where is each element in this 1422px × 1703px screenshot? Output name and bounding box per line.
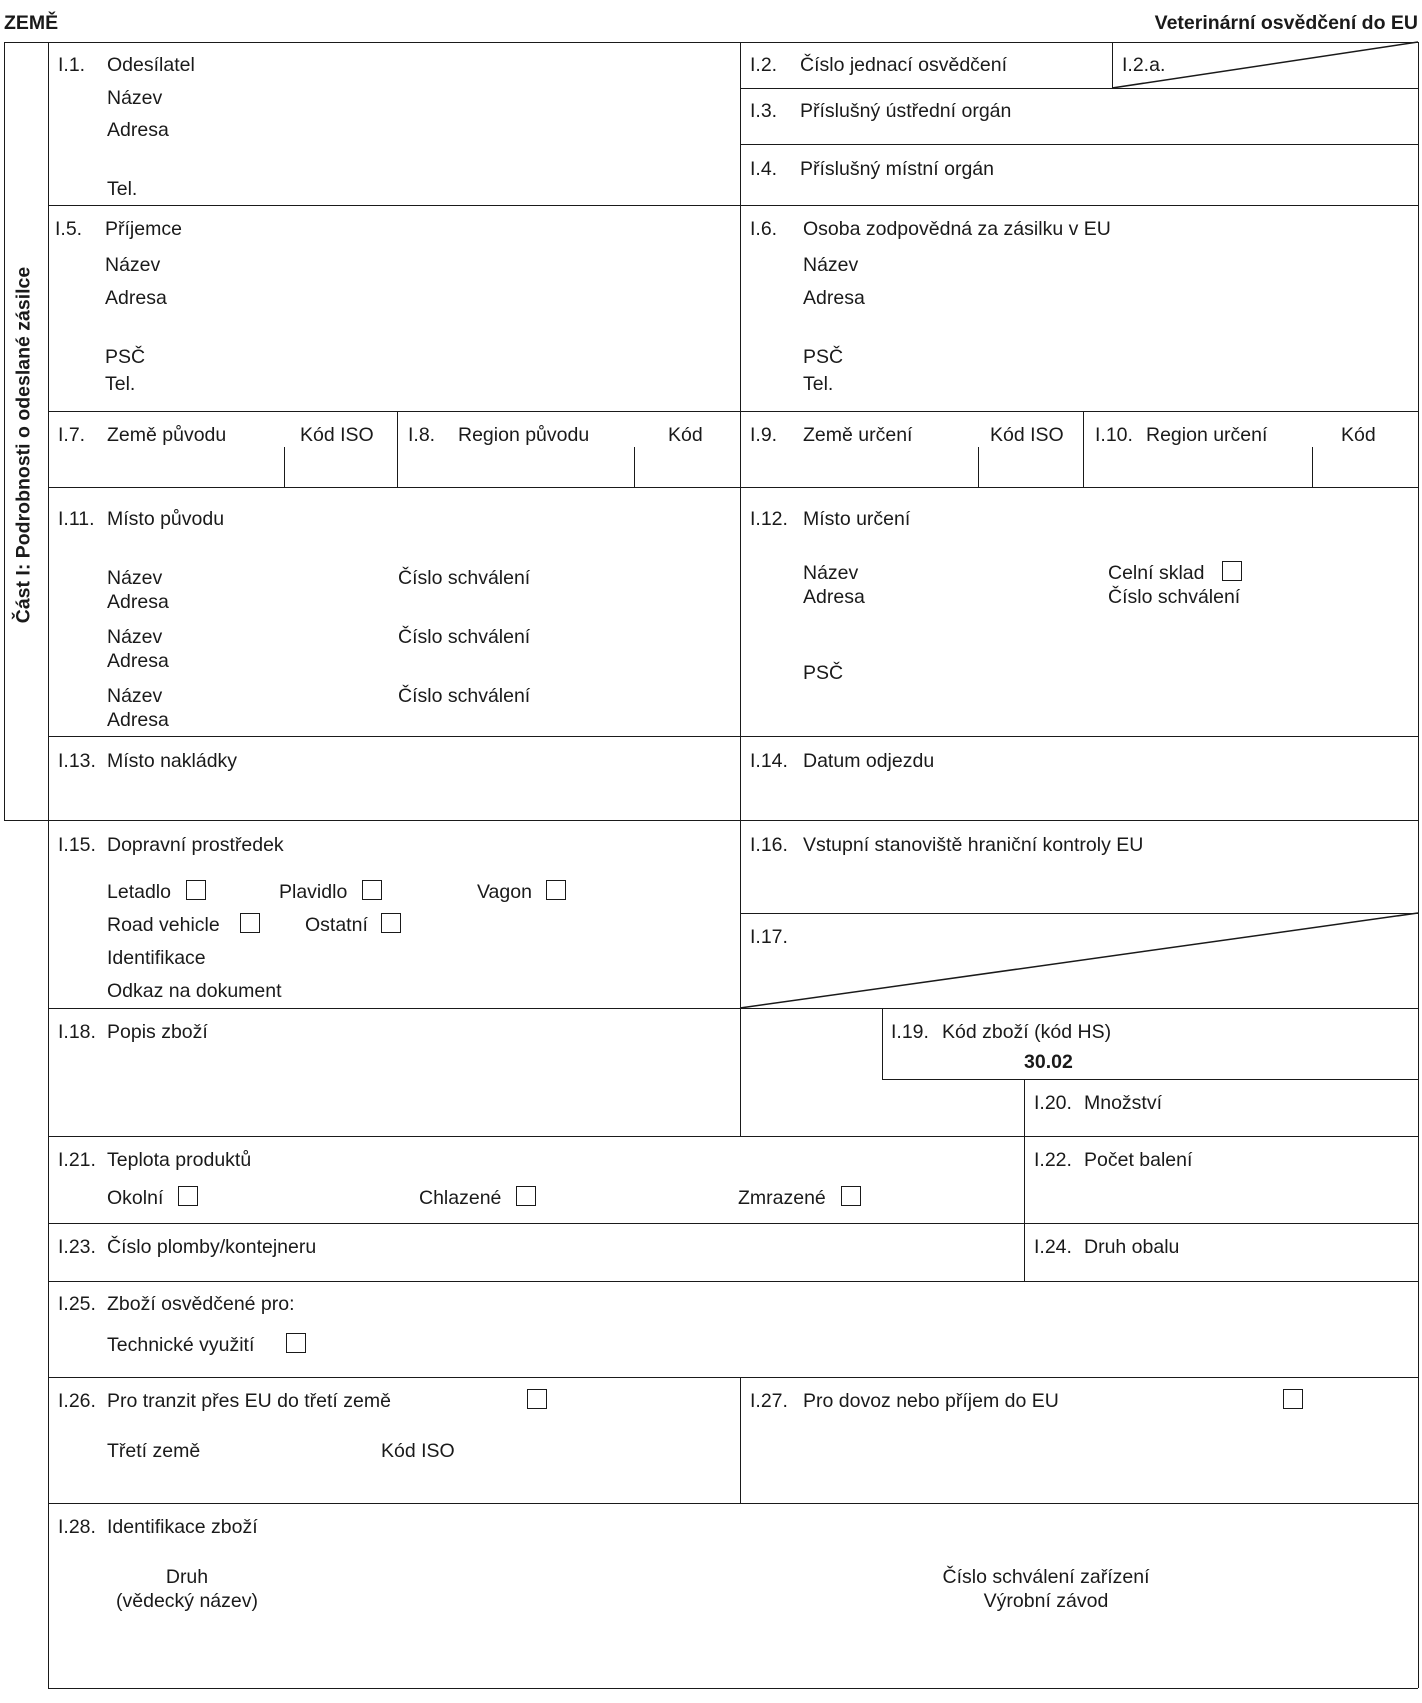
box-i16-num: I.16. [750,834,788,856]
wagon-checkbox[interactable] [546,880,566,900]
scientific-name-header: (vědecký název) [116,1590,258,1612]
technical-use-checkbox[interactable] [286,1333,306,1353]
country-heading: ZEMĚ [4,12,59,34]
box-i7-num: I.7. [58,424,86,446]
box-i7-country-origin: Země původu [107,424,227,446]
box-i9-num: I.9. [750,424,778,446]
box-i23-seal-container: Číslo plomby/kontejneru [107,1236,317,1258]
box-i18-num: I.18. [58,1021,96,1043]
box-i19-num: I.19. [891,1021,929,1043]
box-i9-country-destination: Země určení [803,424,913,446]
manufacturing-plant-header: Výrobní závod [983,1590,1109,1612]
ship-checkbox[interactable] [362,880,382,900]
box-i23-num: I.23. [58,1236,96,1258]
box-i2-reference: Číslo jednací osvědčení [800,54,1008,76]
box-i9-iso-code: Kód ISO [990,424,1064,446]
box-i2a: I.2.a. [1122,54,1166,76]
airplane-checkbox[interactable] [186,880,206,900]
box-i3-num: I.3. [750,100,778,122]
certificate-title: Veterinární osvědčení do EU [1154,12,1418,34]
box-i24-package-type: Druh obalu [1084,1236,1180,1258]
box-i24-num: I.24. [1034,1236,1072,1258]
box-i10-code: Kód [1341,424,1376,446]
box-i4-num: I.4. [750,158,778,180]
hs-code-value: 30.02 [1024,1051,1073,1073]
box-i10-region-destination: Region určení [1146,424,1268,446]
box-i3-central-authority: Příslušný ústřední orgán [800,100,1012,122]
import-checkbox[interactable] [1283,1389,1303,1409]
box-i8-region-origin: Region původu [458,424,590,446]
other-transport-checkbox[interactable] [381,913,401,933]
box-i4-local-authority: Příslušný místní orgán [800,158,994,180]
customs-warehouse-checkbox[interactable] [1222,561,1242,581]
box-i8-code: Kód [668,424,703,446]
box-i22-num: I.22. [1034,1149,1072,1171]
box-i13-num: I.13. [58,750,96,772]
transit-checkbox[interactable] [527,1389,547,1409]
ambient-checkbox[interactable] [178,1186,198,1206]
box-i22-packages: Počet balení [1084,1149,1193,1171]
box-i17: I.17. [750,926,788,948]
box-i14-num: I.14. [750,750,788,772]
box-i10-num: I.10. [1095,424,1133,446]
box-i2-num: I.2. [750,54,778,76]
box-i7-iso-code: Kód ISO [300,424,374,446]
frozen-checkbox[interactable] [841,1186,861,1206]
box-i8-num: I.8. [408,424,436,446]
box-i16-border-post: Vstupní stanoviště hraniční kontroly EU [803,834,1144,856]
box-i14-departure-date: Datum odjezdu [803,750,935,772]
chilled-checkbox[interactable] [516,1186,536,1206]
box-i13-loading-place: Místo nakládky [107,750,238,772]
species-header: Druh [165,1566,209,1588]
box-i20-num: I.20. [1034,1092,1072,1114]
box-i20-quantity: Množství [1084,1092,1163,1114]
box-i18-description: Popis zboží [107,1021,208,1043]
box-i19-hs-code: Kód zboží (kód HS) [942,1021,1112,1043]
road-vehicle-checkbox[interactable] [240,913,260,933]
approval-number-header: Číslo schválení zařízení [942,1566,1150,1588]
